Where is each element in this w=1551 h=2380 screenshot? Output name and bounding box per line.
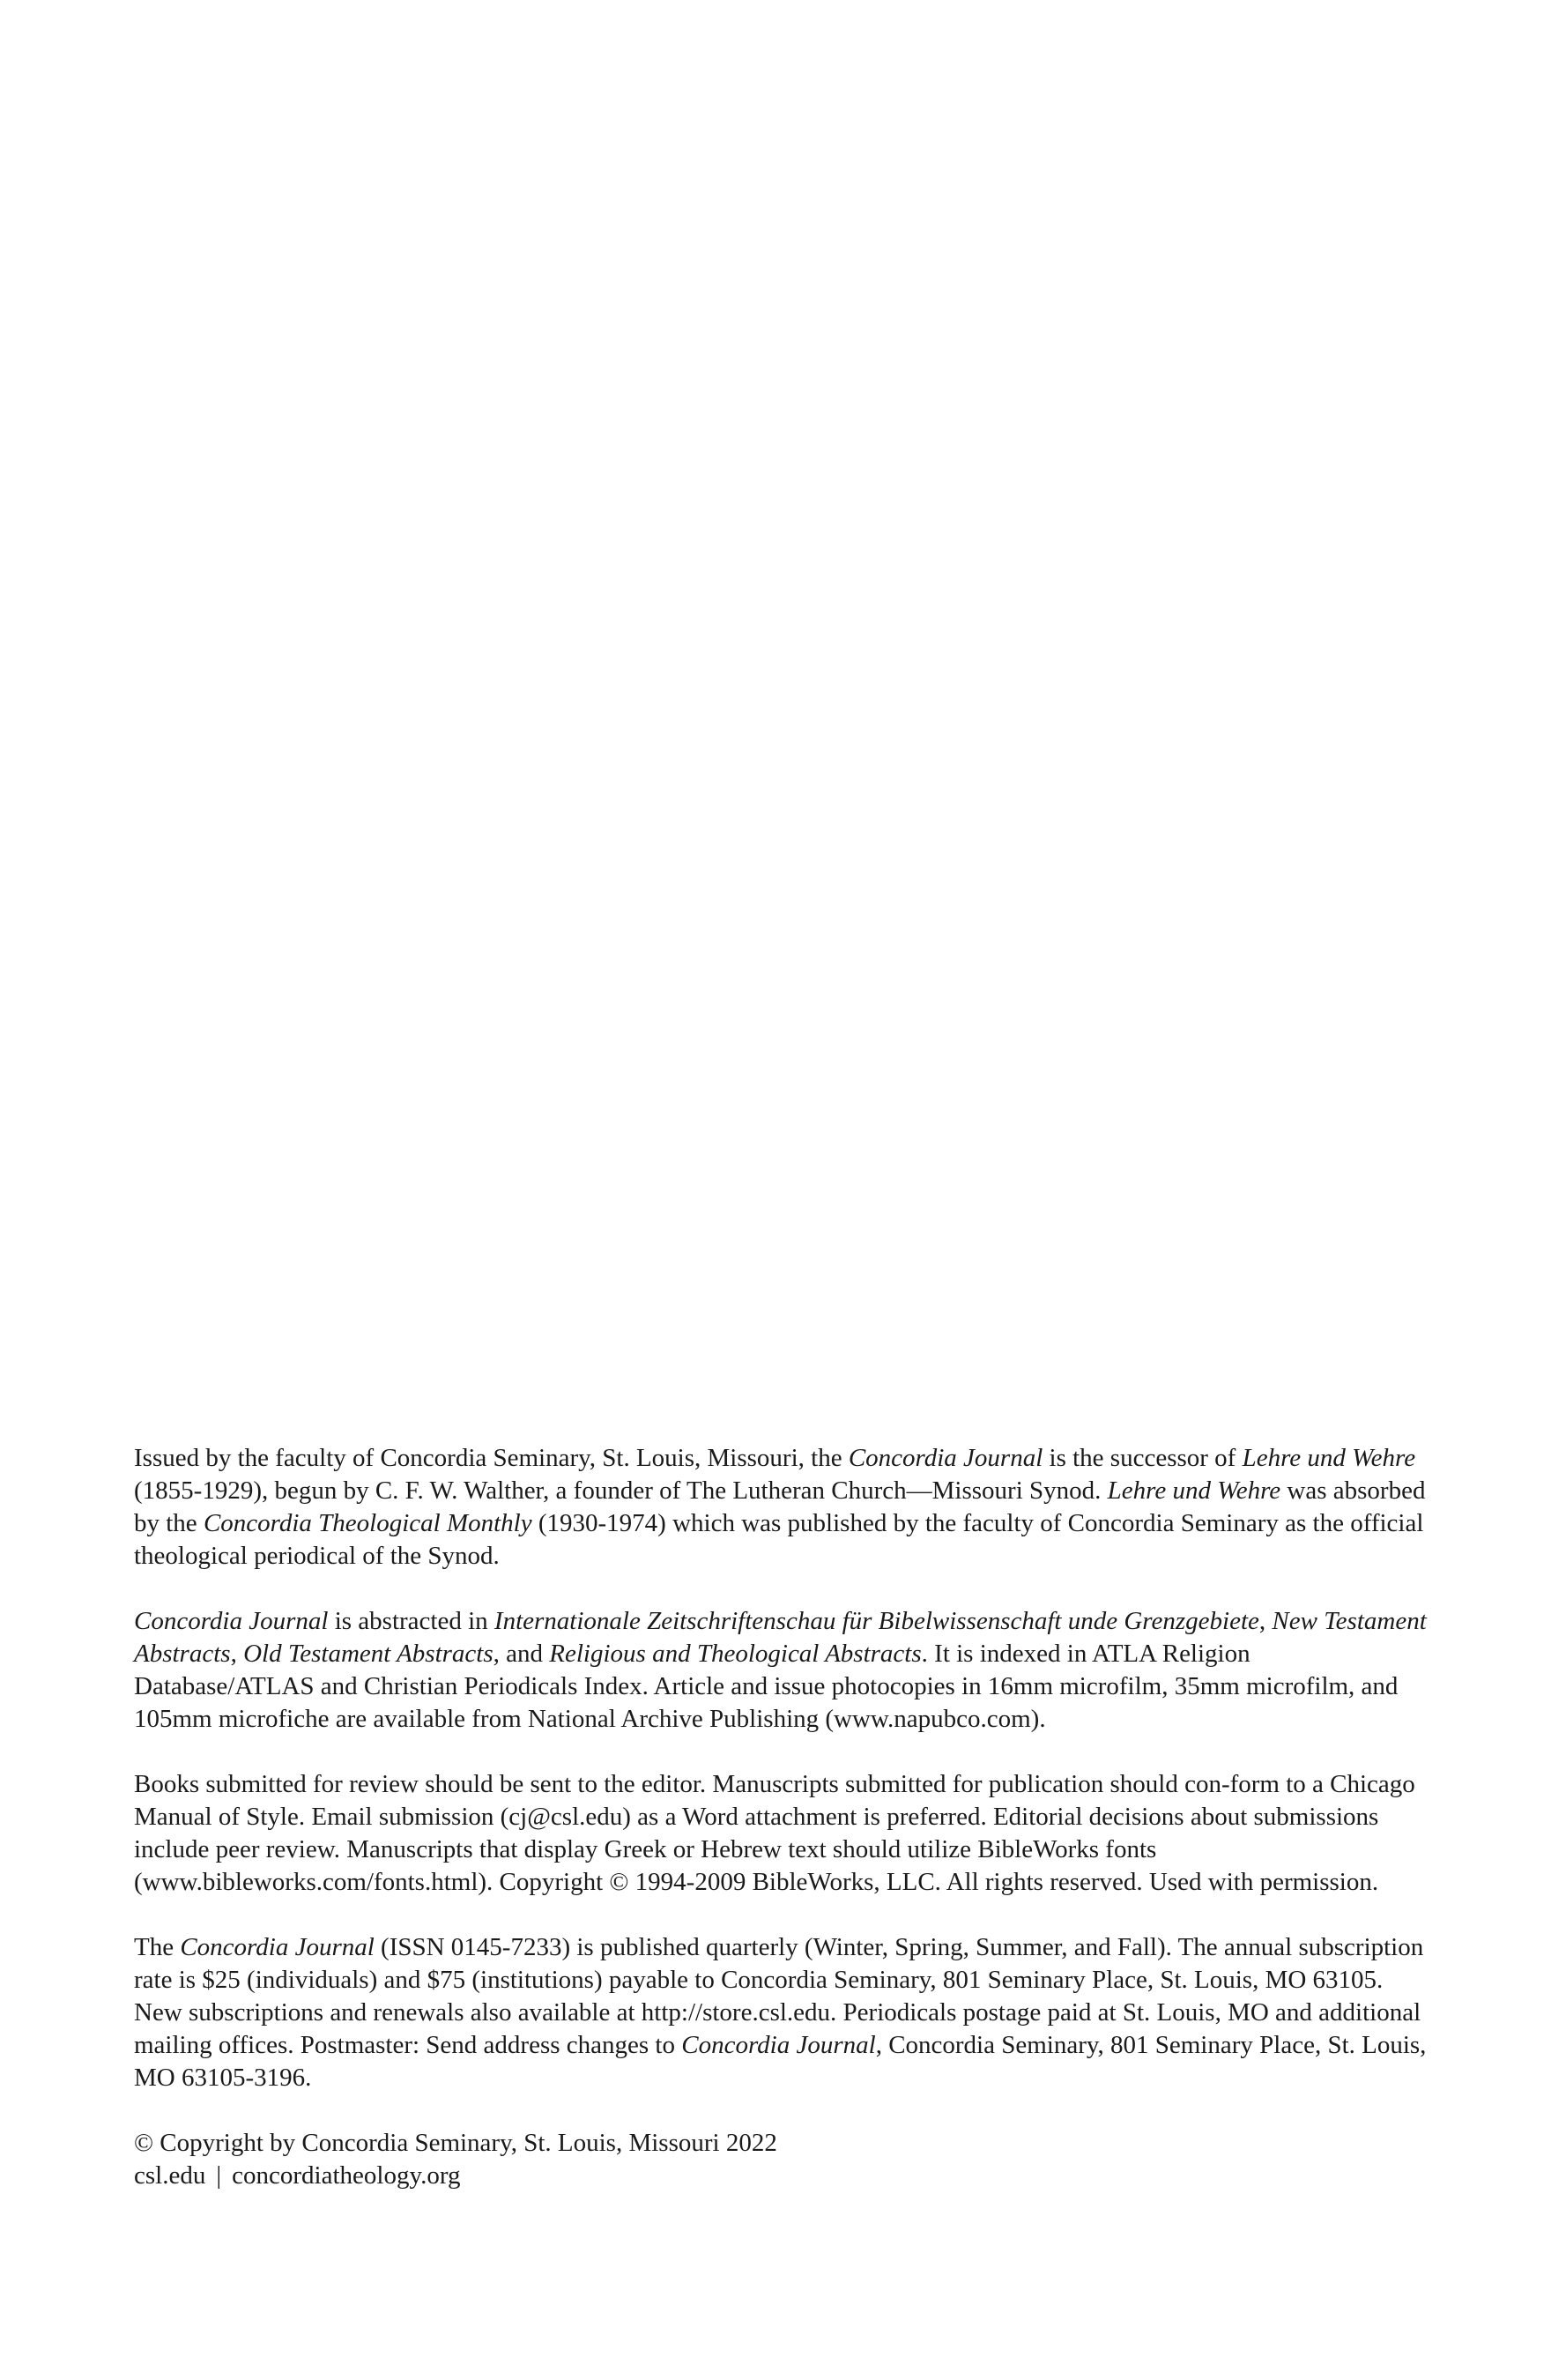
text-run: The	[134, 1933, 181, 1961]
text-run: is abstracted in	[328, 1607, 494, 1635]
italic-title-run: Concordia Journal	[848, 1444, 1043, 1472]
text-run: was absorbed by the	[134, 1476, 1426, 1537]
italic-title-run: Religious and Theological Abstracts	[549, 1640, 922, 1668]
text-run: , and	[493, 1640, 550, 1668]
italic-title-run: Concordia Journal	[180, 1933, 375, 1961]
text-run: Books submitted for review should be sent to the editor. Manuscripts submitted for publication should con-form to a Chicago Manual of Style. Email submission (cj@csl.edu) as a Word attachment is preferred. Editorial decisions about submissions include peer review. Manuscripts that display Greek or Hebrew text should utilize BibleWorks fonts (www.bibleworks.com/fonts.html). Copyright © 1994-2009 BibleWorks, LLC. All rights reserved. Used with permission.	[134, 1770, 1415, 1896]
publication-history-paragraph	[134, 1442, 1429, 1573]
text-run: ,	[230, 1640, 244, 1668]
text-run: . It is indexed in ATLA Religion Database/ATLAS and Christian Periodicals Index. Article and issue photocopies in 16mm microfilm, 35mm microfilm, and 105mm microfiche are available from National Archive Publishing (www.napubco.com).	[134, 1640, 1399, 1733]
italic-title-run: Lehre und Wehre	[1242, 1444, 1416, 1472]
subscription-paragraph	[134, 1931, 1429, 2094]
italic-title-run: Concordia Journal	[134, 1607, 329, 1635]
italic-title-run: Internationale Zeitschriftenschau für Bibelwissenschaft unde Grenzgebiete	[494, 1607, 1259, 1635]
submissions-paragraph	[134, 1768, 1429, 1899]
italic-title-run: Concordia Journal	[681, 2031, 876, 2059]
text-run: ,	[1258, 1607, 1273, 1635]
italic-title-run: New Testament Abstracts	[134, 1607, 1427, 1668]
website-link-concordiatheology[interactable]: concordiatheology.org	[232, 2161, 461, 2190]
text-run: (ISSN 0145-7233) is published quarterly (Winter, Spring, Summer, and Fall). The annual subscription rate is $25 (individuals) and $75 (institutions) payable to Concordia Seminary, 801 Seminary Place, St. Louis, MO 63105. New subscriptions and renewals also available at http://store.csl.edu. Periodicals postage paid at St. Louis, MO and additional mailing offices. Postmaster: Send address changes to	[134, 1933, 1424, 2059]
abstracting-indexing-paragraph	[134, 1605, 1429, 1736]
colophon-block	[134, 1442, 1429, 2192]
text-run: , Concordia Seminary, 801 Seminary Place, St. Louis, MO 63105-3196.	[134, 2031, 1427, 2092]
text-run: (1930-1974) which was published by the faculty of Concordia Seminary as the official theological periodical of the Synod.	[134, 1509, 1424, 1570]
italic-title-run: Concordia Theological Monthly	[203, 1509, 532, 1537]
website-link-csl[interactable]: csl.edu	[134, 2161, 206, 2190]
websites-line	[134, 2160, 1429, 2192]
italic-title-run: Lehre und Wehre	[1107, 1476, 1281, 1505]
text-run: is the successor of	[1043, 1444, 1243, 1472]
text-run: Issued by the faculty of Concordia Seminary, St. Louis, Missouri, the	[134, 1444, 849, 1472]
website-separator: |	[216, 2161, 222, 2190]
text-run: (1855-1929), begun by C. F. W. Walther, a founder of The Lutheran Church—Missouri Synod.	[134, 1476, 1108, 1505]
copyright-line: © Copyright by Concordia Seminary, St. Louis, Missouri 2022	[134, 2129, 777, 2157]
italic-title-run: Old Testament Abstracts	[243, 1640, 494, 1668]
